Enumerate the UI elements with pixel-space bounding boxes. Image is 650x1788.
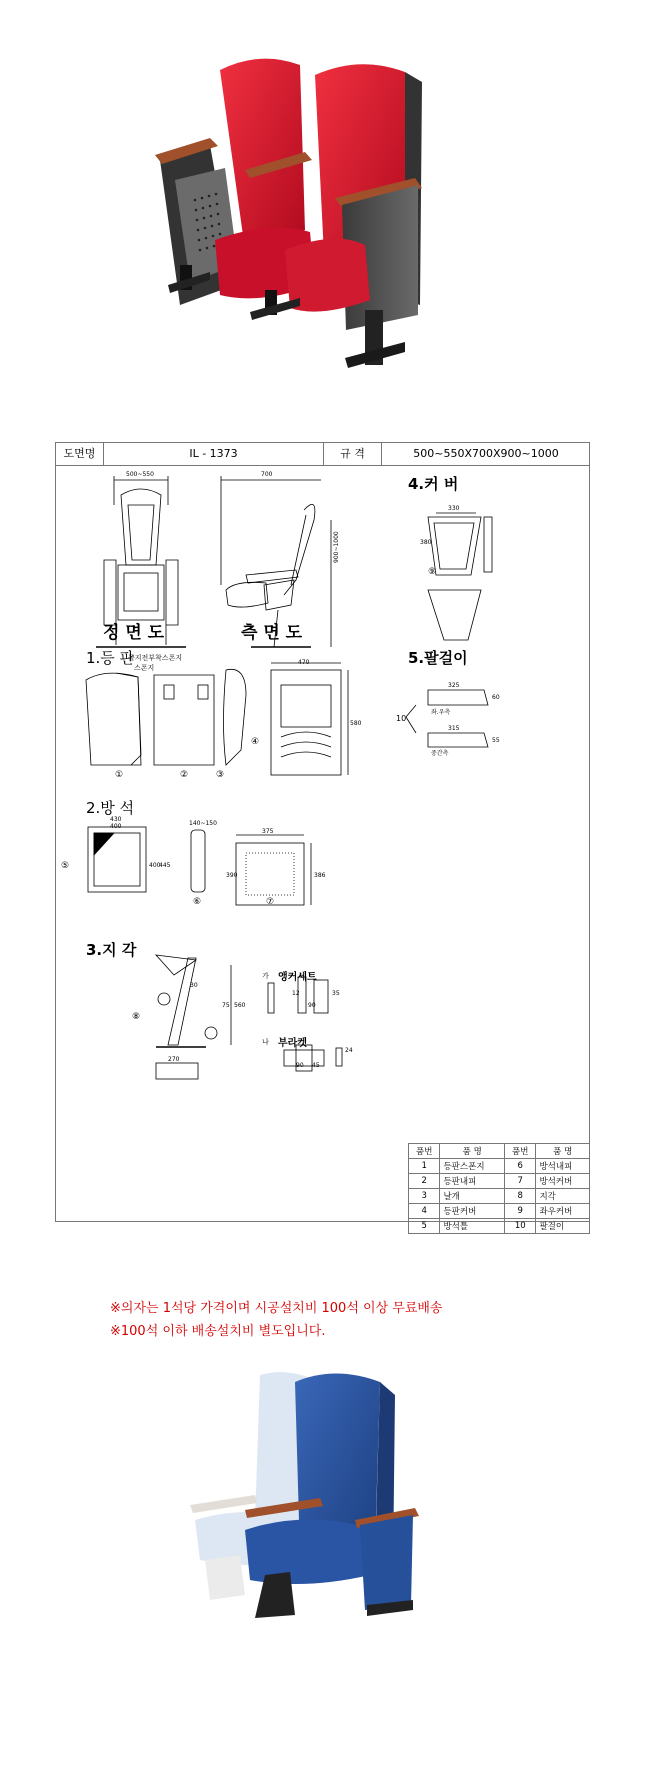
callout-9: ⑨ — [428, 567, 437, 577]
th-no-1: 품번 — [409, 1144, 440, 1159]
label-foam-attached: 몰지전부착스폰지 — [128, 654, 183, 662]
section-cover: 4.커 버 — [408, 475, 459, 493]
callout-1: ① — [115, 770, 124, 780]
dim-seat-h1: 445 — [159, 862, 171, 869]
part-name: 지각 — [536, 1189, 590, 1204]
part-name: 등판커버 — [440, 1204, 505, 1219]
dim-back-h: 580 — [350, 720, 362, 727]
back-drawings — [86, 663, 348, 775]
dim-seat-cover-h: 390 — [226, 872, 238, 879]
label-arm-ends: 좌.우측 — [431, 709, 451, 716]
section-seat: 2.방 석 — [86, 799, 135, 817]
dim-seat-h2: 400 — [149, 862, 161, 869]
part-name: 방석내피 — [536, 1159, 590, 1174]
dim-bracket-b: 45 — [312, 1062, 320, 1069]
dim-seat-w2: 400 — [110, 823, 122, 830]
dim-anchor-c: 35 — [332, 990, 340, 997]
dim-back-w: 470 — [298, 659, 310, 666]
part-no: 9 — [505, 1204, 536, 1219]
part-name: 등판스폰지 — [440, 1159, 505, 1174]
part-name: 좌우커버 — [536, 1204, 590, 1219]
note-price: ※의자는 1석당 가격이며 시공설치비 100석 이상 무료배송 — [110, 1301, 443, 1316]
header-name-label: 도면명 — [56, 443, 104, 465]
part-no: 10 — [505, 1219, 536, 1234]
armrest-drawings — [406, 690, 488, 747]
header-spec-label: 규 격 — [324, 443, 382, 465]
table-row — [409, 1189, 590, 1204]
part-name: 방석커버 — [536, 1174, 590, 1189]
label-circle-ga: 가 — [262, 972, 269, 980]
th-name-2: 품 명 — [536, 1144, 590, 1159]
drawing-sheet — [55, 442, 590, 1232]
dim-cover-w: 330 — [448, 505, 460, 512]
th-name-1: 품 명 — [440, 1144, 505, 1159]
technical-drawings — [56, 465, 589, 1221]
dim-leg-base: 270 — [168, 1056, 180, 1063]
dim-anchor-a: 12 — [292, 990, 300, 997]
part-no: 4 — [409, 1204, 440, 1219]
section-armrest: 5.팔걸이 — [408, 649, 468, 667]
label-foam: 스폰지 — [134, 664, 155, 672]
callout-5: ⑤ — [61, 861, 70, 871]
label-circle-na: 나 — [262, 1038, 269, 1046]
callout-4: ④ — [251, 737, 260, 747]
header-spec: 500~550X700X900~1000 — [413, 447, 559, 460]
dim-arm-w2: 315 — [448, 725, 460, 732]
part-no: 2 — [409, 1174, 440, 1189]
callout-10: 10 — [396, 714, 407, 723]
dim-seat-w1: 430 — [110, 816, 122, 823]
callout-3: ③ — [216, 770, 225, 780]
callout-2: ② — [180, 770, 189, 780]
dim-bracket-a: 90 — [296, 1062, 304, 1069]
note-delivery: ※100석 이하 배송설치비 별도입니다. — [110, 1324, 326, 1339]
table-row — [409, 1204, 590, 1219]
header-model: IL - 1373 — [104, 443, 324, 465]
dim-cover-h: 380 — [420, 539, 432, 546]
side-view-drawing — [221, 476, 331, 647]
dim-seat-side: 140~150 — [189, 820, 217, 827]
label-anchor-set: 앵커세트 — [278, 972, 317, 983]
dim-side-depth: 700 — [261, 471, 273, 478]
dim-leg-t: 75 — [222, 1002, 230, 1009]
part-name: 방석틀 — [440, 1219, 505, 1234]
dim-arm-w1: 325 — [448, 682, 460, 689]
dim-front-width: 500~550 — [126, 471, 154, 478]
dim-seat-cover-w: 375 — [262, 828, 274, 835]
label-bracket: 부라켓 — [278, 1038, 307, 1049]
dim-bracket-c: 24 — [345, 1047, 353, 1054]
parts-table — [408, 1143, 590, 1234]
callout-7: ⑦ — [266, 897, 275, 907]
part-no: 7 — [505, 1174, 536, 1189]
dim-arm-h1: 60 — [492, 694, 500, 701]
parts-table-header — [409, 1144, 590, 1159]
table-row — [409, 1159, 590, 1174]
dim-side-height: 900~1000 — [333, 531, 340, 563]
dim-seat-cover-h2: 386 — [314, 872, 326, 879]
callout-8: ⑧ — [132, 1012, 141, 1022]
part-no: 3 — [409, 1189, 440, 1204]
section-leg: 3.지 각 — [86, 941, 137, 959]
part-no: 8 — [505, 1189, 536, 1204]
table-row — [409, 1174, 590, 1189]
part-name: 날개 — [440, 1189, 505, 1204]
cover-drawing — [428, 513, 492, 640]
label-arm-mid: 중간측 — [431, 750, 449, 757]
part-name: 등판내피 — [440, 1174, 505, 1189]
front-view-drawing — [96, 476, 186, 647]
part-no: 5 — [409, 1219, 440, 1234]
part-name: 팔걸이 — [536, 1219, 590, 1234]
dim-anchor-b: 90 — [308, 1002, 316, 1009]
hardware-drawings — [268, 977, 342, 1071]
callout-6: ⑥ — [193, 897, 202, 907]
red-chair-photo — [150, 50, 500, 415]
side-view-label: 측 면 도 — [241, 623, 303, 643]
sheet-header — [56, 443, 589, 466]
dim-leg-h: 560 — [234, 1002, 246, 1009]
part-no: 6 — [505, 1159, 536, 1174]
th-no-2: 품번 — [505, 1144, 536, 1159]
front-view-label: 정 면 도 — [103, 623, 165, 643]
table-row — [409, 1219, 590, 1234]
seat-drawings — [88, 827, 311, 905]
blue-chair-photo — [185, 1370, 445, 1620]
section-back: 1.등 판 — [86, 649, 135, 667]
dim-arm-h2: 55 — [492, 737, 500, 744]
part-no: 1 — [409, 1159, 440, 1174]
dim-leg-small: 30 — [190, 982, 198, 989]
